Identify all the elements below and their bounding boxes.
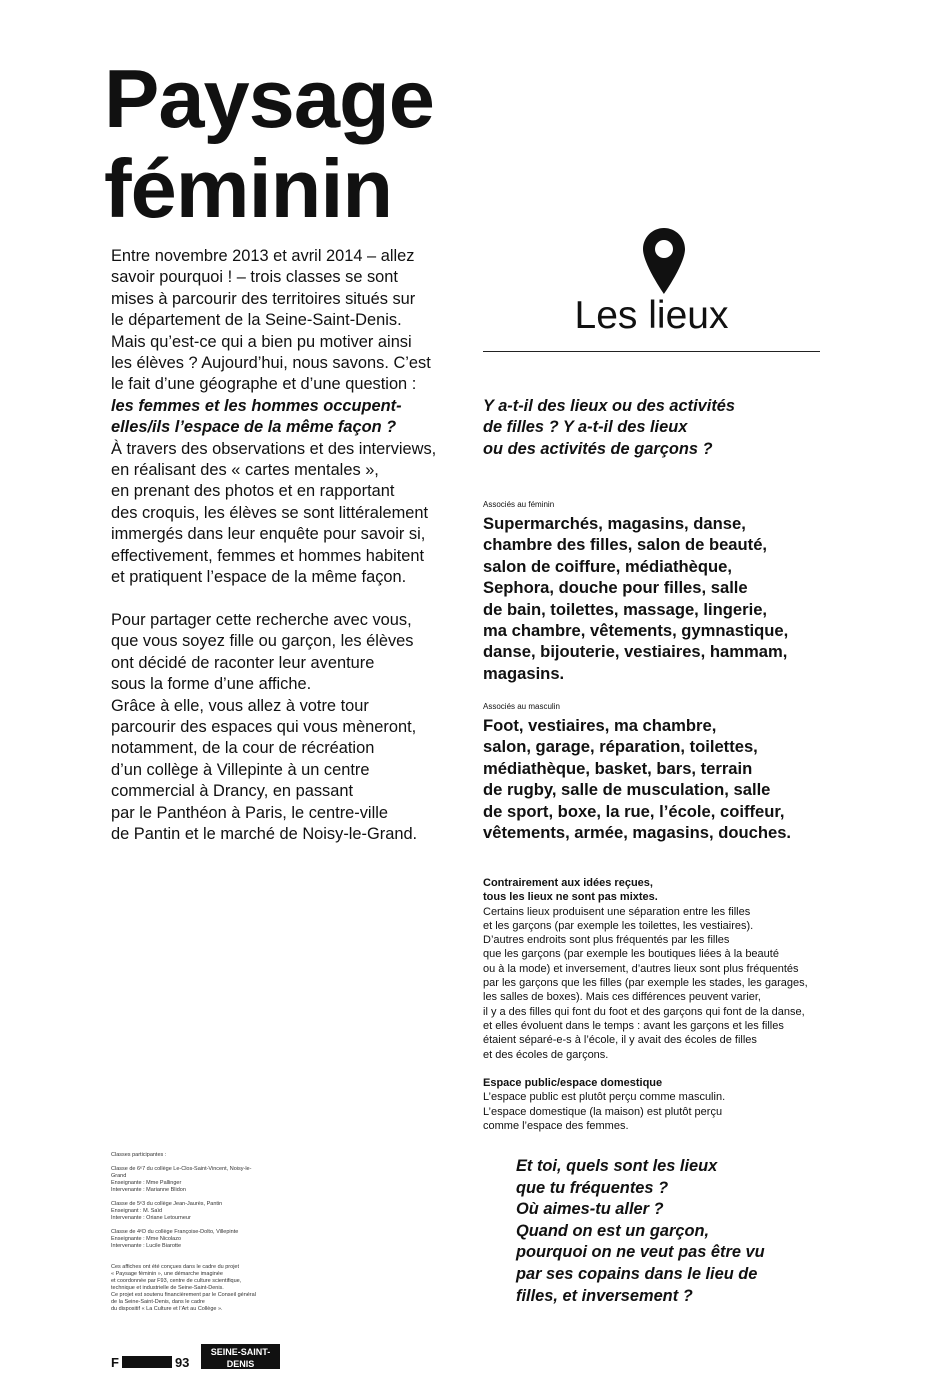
- mixite-block: [483, 876, 808, 1062]
- intro-line: les élèves ? Aujourd’hui, nous savons. C’est: [111, 354, 431, 373]
- feminin-item-line: chambre des filles, salon de beauté,: [483, 535, 768, 555]
- title-line: Paysage: [104, 52, 434, 145]
- intro-line: Entre novembre 2013 et avril 2014 – allez: [111, 247, 415, 265]
- espace-body-line: comme l’espace des femmes.: [483, 1119, 629, 1132]
- intro-line: parcourir des espaces qui vous mèneront,: [111, 717, 417, 736]
- mixite-heading-line: Contrairement aux idées reçues,: [483, 877, 653, 889]
- credits-line: Enseignante : Mme Pallinger: [111, 1180, 182, 1186]
- intro-line: en réalisant des « cartes mentales »,: [111, 461, 379, 480]
- masculin-list: [483, 715, 791, 843]
- page-title: [104, 54, 434, 234]
- closing-question-line: filles, et inversement ?: [516, 1286, 693, 1305]
- closing-question-line: Où aimes-tu aller ?: [516, 1200, 664, 1219]
- masculin-item-line: vêtements, armée, magasins, douches.: [483, 823, 792, 843]
- closing-question-line: Quand on est un garçon,: [516, 1221, 710, 1240]
- question-line: de filles ? Y a-t-il des lieux: [483, 418, 688, 437]
- spacer: [111, 1250, 281, 1257]
- mixite-body-line: par les garçons que les filles (par exemple les stades, les garages,: [483, 977, 808, 990]
- intro-line: le département de la Seine-Saint-Denis.: [111, 311, 402, 330]
- mixite-body-line: il y a des filles qui font du foot et des garçons qui font de la danse,: [483, 1005, 805, 1018]
- credits-line: « Paysage féminin », une démarche imaginée: [111, 1271, 223, 1277]
- ssd-subtitle: LE DÉPARTEMENT: [211, 1370, 270, 1376]
- intro-line: de Pantin et le marché de Noisy-le-Grand.: [111, 824, 418, 843]
- feminin-item-line: de bain, toilettes, massage, lingerie,: [483, 599, 768, 619]
- intro-line: commercial à Drancy, en passant: [111, 782, 354, 801]
- intro-text: [111, 246, 461, 845]
- credits: [111, 1152, 281, 1313]
- intro-line: des croquis, les élèves se sont littéralement: [111, 503, 429, 522]
- credits-line: Classe de 5ᵉ3 du collège Jean-Jaurès, Pantin: [111, 1201, 223, 1207]
- title-line: féminin: [104, 142, 393, 235]
- masculin-item-line: médiathèque, basket, bars, terrain: [483, 758, 753, 778]
- feminin-item-line: magasins.: [483, 663, 565, 683]
- intro-line: Mais qu’est-ce qui a bien pu motiver ainsi: [111, 332, 412, 351]
- mixite-body-line: ou à la mode) et inversement, d’autres lieux sont plus fréquentés: [483, 962, 799, 975]
- divider: [483, 351, 820, 352]
- feminin-item-line: Sephora, douche pour filles, salle: [483, 578, 748, 598]
- mixite-body-line: D’autres endroits sont plus fréquentés par les filles: [483, 934, 730, 947]
- mixite-body-line: et les garçons (par exemple les toilettes, les vestiaires).: [483, 919, 754, 932]
- espace-heading: Espace public/espace domestique: [483, 1077, 663, 1089]
- intro-line: mises à parcourir des territoires situés sur: [111, 289, 416, 308]
- credits-line: Intervenante : Oriane Letourneur: [111, 1215, 191, 1221]
- intro-line: que vous soyez fille ou garçon, les élèves: [111, 632, 414, 651]
- espace-body-line: L’espace domestique (la maison) est plutôt perçu: [483, 1105, 723, 1118]
- espace-block: [483, 1076, 725, 1133]
- credits-line: Classe de 6ᵉ7 du collège Le-Clos-Saint-Vincent, Noisy-le-: [111, 1166, 252, 1172]
- credits-line: Classe de 4ᵉD du collège Françoise-Dolto, Villepinte: [111, 1229, 239, 1235]
- mixite-body-line: les salles de boxes). Mais ces différences peuvent varier,: [483, 991, 761, 1004]
- mixite-body-line: Certains lieux produisent une séparation entre les filles: [483, 905, 751, 918]
- credits-line: Ces affiches ont été conçues dans le cadre du projet: [111, 1264, 240, 1270]
- intro-line: par le Panthéon à Paris, le centre-ville: [111, 803, 388, 822]
- credits-line: Ce projet est soutenu financièrement par le Conseil général: [111, 1292, 256, 1298]
- intro-line: les femmes et les hommes occupent-: [111, 396, 402, 415]
- intro-line: Grâce à elle, vous allez à votre tour: [111, 696, 369, 715]
- spacer: [111, 1222, 281, 1229]
- intro-line: et pratiquent l’espace de la même façon.: [111, 568, 407, 587]
- spacer: [111, 589, 461, 610]
- credits-line: et coordonnée par F93, centre de culture scientifique,: [111, 1278, 242, 1284]
- section-title: Les lieux: [574, 294, 729, 337]
- closing-question: [516, 1156, 765, 1307]
- espace-body-line: L’espace public est plutôt perçu comme masculin.: [483, 1091, 726, 1104]
- masculin-item-line: de sport, boxe, la rue, l’école, coiffeur,: [483, 801, 785, 821]
- intro-line: savoir pourquoi ! – trois classes se sont: [111, 268, 398, 287]
- intro-line: en prenant des photos et en rapportant: [111, 482, 395, 501]
- ssd-name: SEINE-SAINT-DENIS: [210, 1347, 271, 1369]
- credits-line: de la Seine-Saint-Denis, dans le cadre: [111, 1299, 205, 1305]
- mixite-body-line: et des écoles de garçons.: [483, 1048, 609, 1061]
- spacer: [111, 1257, 281, 1264]
- credits-line: Enseignante : Mme Nicolazo: [111, 1236, 182, 1242]
- masculin-item-line: salon, garage, réparation, toilettes,: [483, 737, 758, 757]
- credits-line: Intervenante : Lucile Biarotte: [111, 1243, 182, 1249]
- question-line: ou des activités de garçons ?: [483, 439, 713, 458]
- f93-letter: F: [111, 1354, 119, 1370]
- masculin-item-line: de rugby, salle de musculation, salle: [483, 780, 771, 800]
- feminin-item-line: danse, bijouterie, vestiaires, hammam,: [483, 642, 788, 662]
- seine-saint-denis-logo: [201, 1344, 280, 1376]
- masculin-label: Associés au masculin: [483, 702, 560, 711]
- closing-question-line: pourquoi on ne veut pas être vu: [516, 1243, 765, 1262]
- spacer: [111, 1194, 281, 1201]
- f93-bar: [122, 1356, 172, 1368]
- closing-question-line: Et toi, quels sont les lieux: [516, 1157, 718, 1175]
- question-line: Y a-t-il des lieux ou des activités: [483, 397, 736, 415]
- intro-line: le fait d’une géographe et d’une question :: [111, 375, 417, 394]
- credits-line: technique et industrielle de Seine-Saint-Denis.: [111, 1285, 224, 1291]
- location-pin-icon: [643, 228, 685, 294]
- mixite-body-line: étaient séparé-e-s à l’école, il y avait des écoles de filles: [483, 1034, 757, 1047]
- mixite-body-line: que les garçons (par exemple les boutiques liées à la beauté: [483, 948, 779, 961]
- masculin-item-line: Foot, vestiaires, ma chambre,: [483, 716, 717, 735]
- credits-line: Enseignant : M. Saïd: [111, 1208, 163, 1214]
- intro-line: immergés dans leur enquête pour savoir si,: [111, 525, 426, 544]
- feminin-item-line: Supermarchés, magasins, danse,: [483, 514, 746, 533]
- closing-question-line: que tu fréquentes ?: [516, 1178, 669, 1197]
- intro-line: sous la forme d’une affiche.: [111, 675, 312, 694]
- feminin-list: [483, 513, 788, 684]
- credits-line: du dispositif « La Culture et l’Art au Collège ».: [111, 1306, 223, 1312]
- spacer: [111, 1159, 281, 1166]
- closing-question-line: par ses copains dans le lieu de: [516, 1264, 758, 1283]
- f93-logo: [111, 1355, 189, 1369]
- intro-line: Pour partager cette recherche avec vous,: [111, 610, 412, 629]
- intro-line: elles/ils l’espace de la même façon ?: [111, 418, 397, 437]
- intro-line: d’un collège à Villepinte à un centre: [111, 760, 370, 779]
- mixite-heading-line: tous les lieux ne sont pas mixtes.: [483, 891, 658, 904]
- credits-line: Grand: [111, 1173, 127, 1179]
- section-question: [483, 396, 735, 460]
- credits-line: Intervenante : Marianne Blidon: [111, 1187, 186, 1193]
- mixite-body-line: et elles évoluent dans le temps : avant les garçons et les filles: [483, 1019, 784, 1032]
- intro-line: ont décidé de raconter leur aventure: [111, 653, 375, 672]
- feminin-label: Associés au féminin: [483, 500, 555, 509]
- credits-line: Classes participantes :: [111, 1152, 167, 1158]
- feminin-item-line: salon de coiffure, médiathèque,: [483, 556, 732, 576]
- intro-line: notamment, de la cour de récréation: [111, 739, 375, 758]
- intro-line: effectivement, femmes et hommes habitent: [111, 546, 425, 565]
- f93-number: 93: [174, 1354, 190, 1370]
- intro-line: À travers des observations et des interviews,: [111, 439, 437, 458]
- feminin-item-line: ma chambre, vêtements, gymnastique,: [483, 621, 789, 641]
